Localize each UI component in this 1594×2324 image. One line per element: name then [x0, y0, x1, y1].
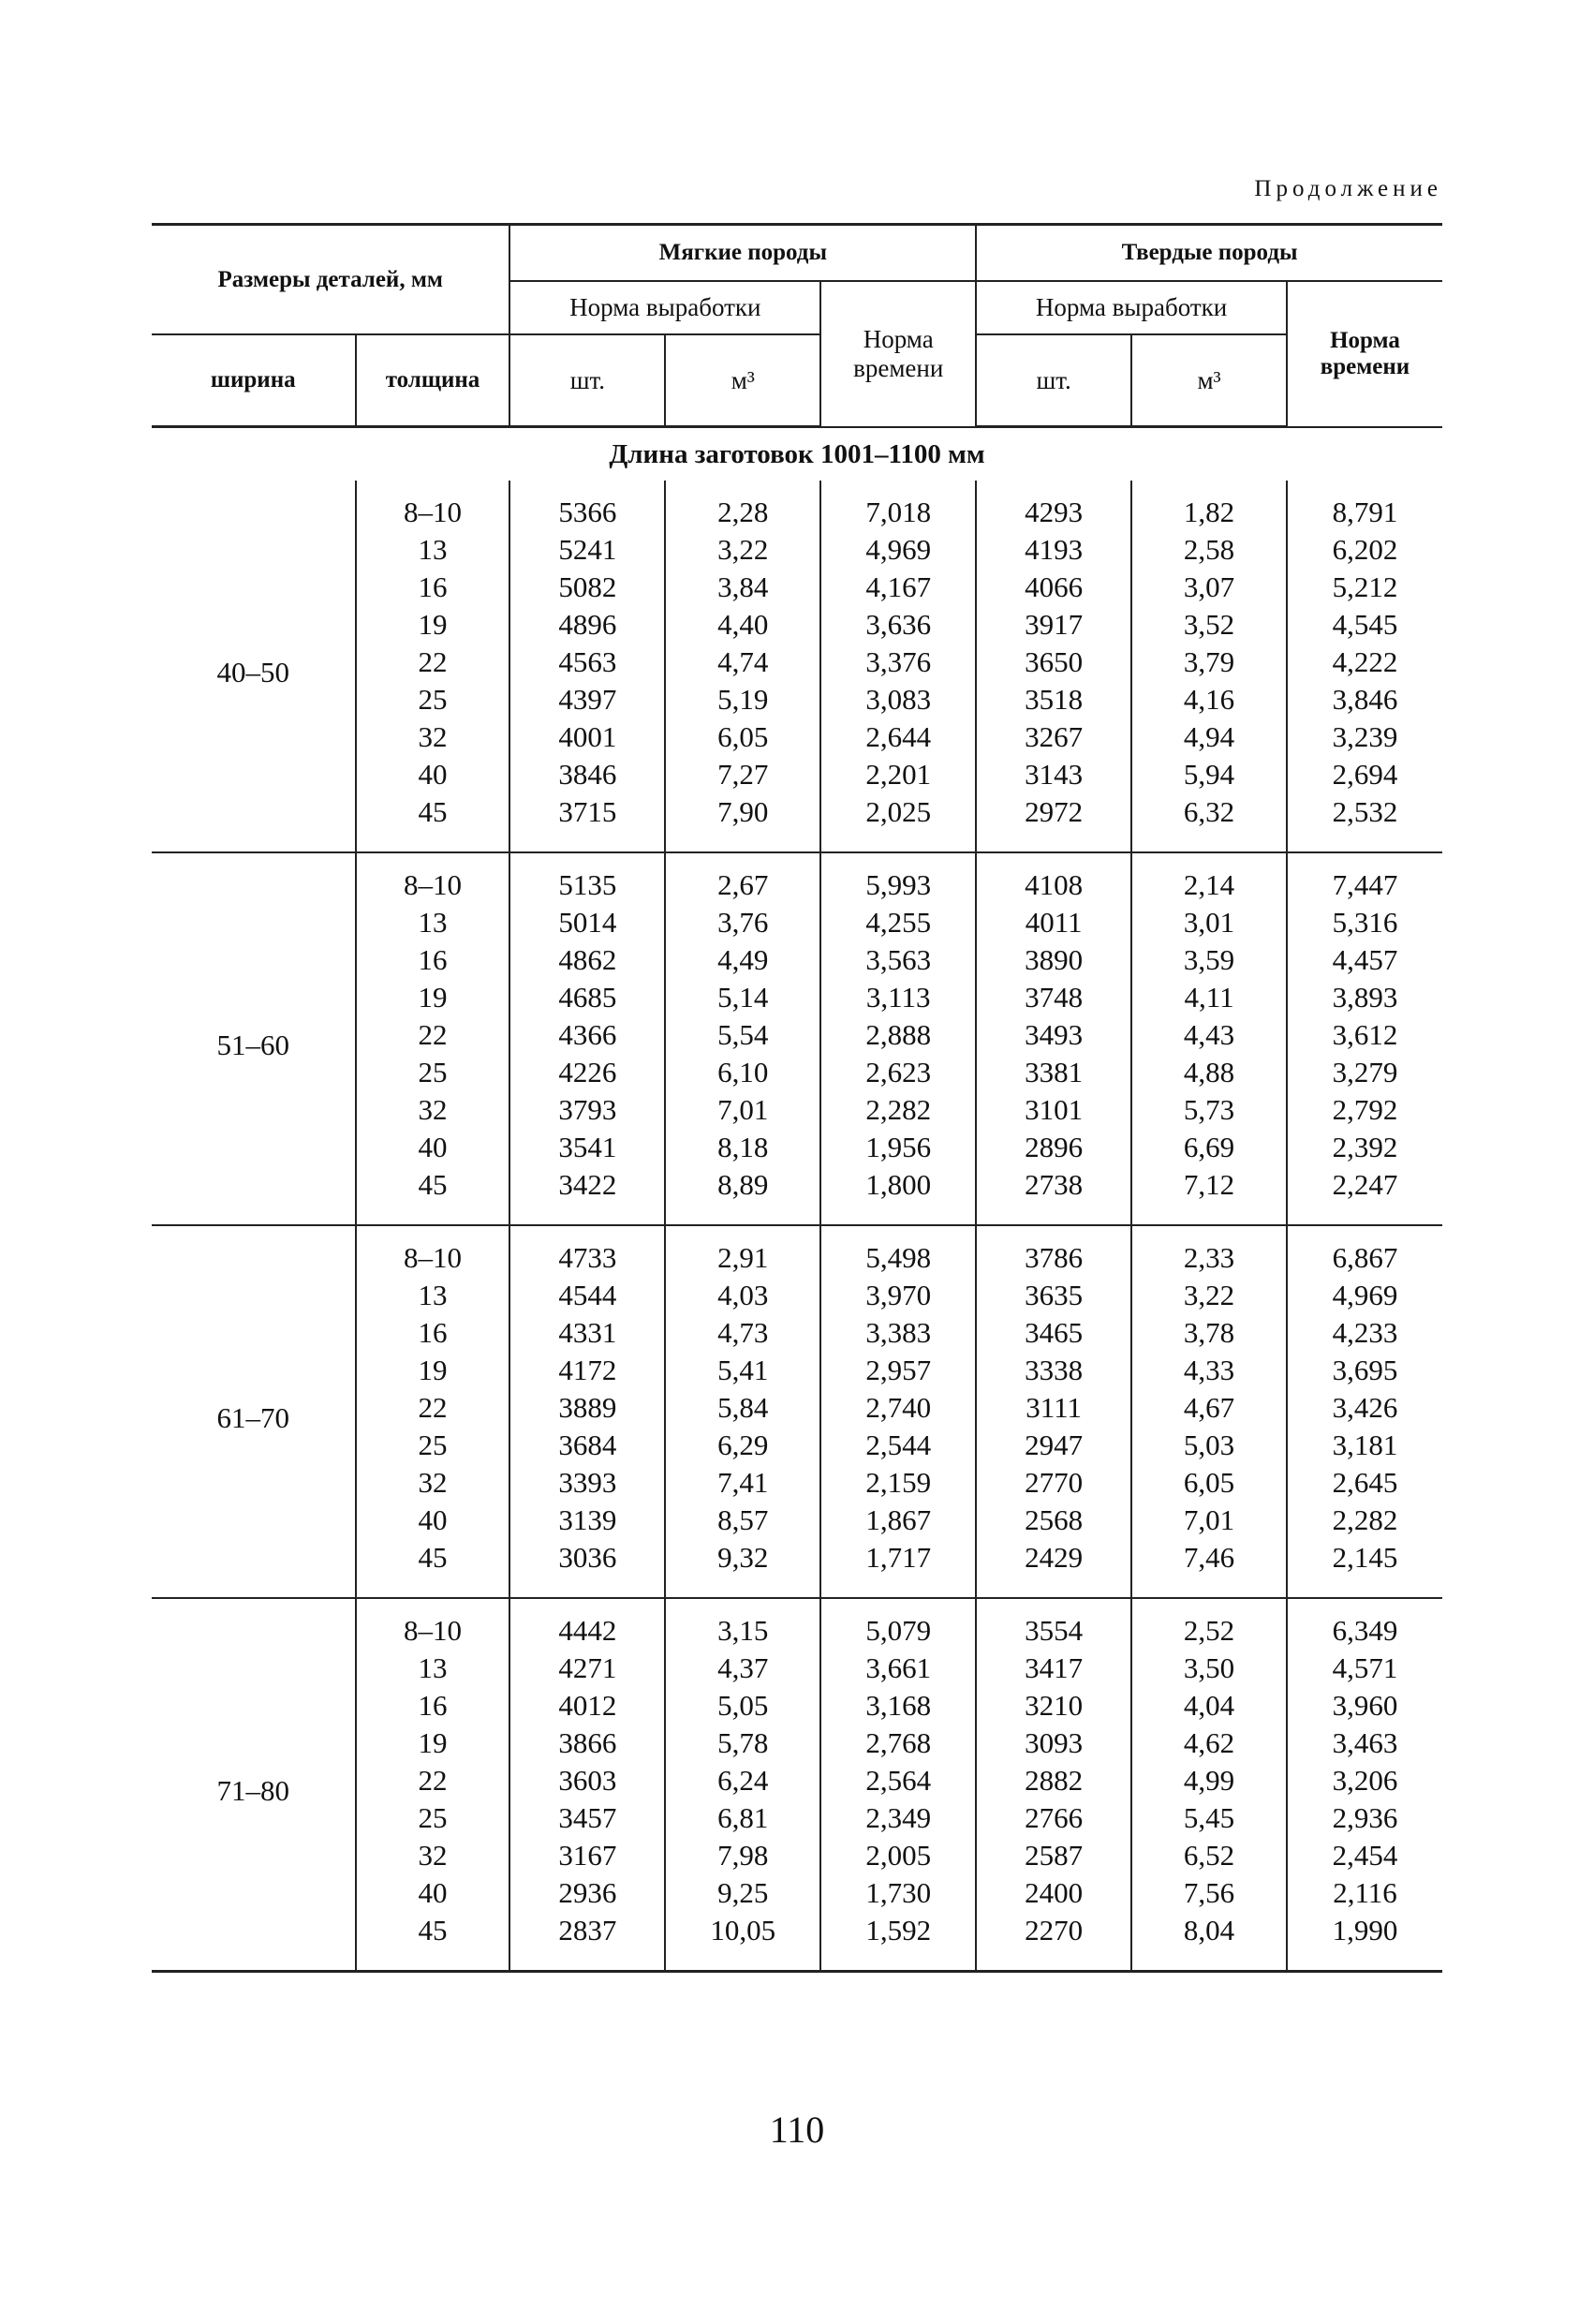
soft-m3-cell: 7,41 [665, 1464, 820, 1502]
hard-m3-cell: 4,11 [1131, 979, 1287, 1016]
hard-pcs-cell: 3465 [976, 1314, 1131, 1352]
soft-m3-cell: 5,14 [665, 979, 820, 1016]
hard-m3-cell: 3,52 [1131, 606, 1287, 644]
thickness-cell: 13 [356, 531, 510, 569]
thickness-cell: 22 [356, 644, 510, 681]
thickness-cell: 13 [356, 1277, 510, 1314]
soft-time-cell: 1,800 [820, 1166, 976, 1225]
width-group [152, 1225, 1442, 1598]
soft-m3-cell: 7,01 [665, 1091, 820, 1129]
hard-m3-cell: 3,22 [1131, 1277, 1287, 1314]
hard-m3-cell: 4,62 [1131, 1724, 1287, 1762]
hard-pcs-cell: 4193 [976, 531, 1131, 569]
thickness-cell: 16 [356, 941, 510, 979]
hard-time-cell: 2,116 [1287, 1874, 1442, 1912]
hard-m3-cell: 4,67 [1131, 1389, 1287, 1427]
soft-time-cell: 2,740 [820, 1389, 976, 1427]
soft-pcs-cell: 4271 [509, 1650, 665, 1687]
soft-time-cell: 4,255 [820, 904, 976, 941]
soft-time-cell: 2,623 [820, 1054, 976, 1091]
thickness-cell: 22 [356, 1389, 510, 1427]
soft-pcs-cell: 3036 [509, 1539, 665, 1598]
hard-pcs-cell: 4011 [976, 904, 1131, 941]
thickness-cell: 40 [356, 1502, 510, 1539]
hard-m3-cell: 6,32 [1131, 793, 1287, 852]
soft-m3-cell: 7,27 [665, 756, 820, 793]
hard-pcs-cell: 3338 [976, 1352, 1131, 1389]
hard-time-cell: 3,206 [1287, 1762, 1442, 1799]
soft-pcs-cell: 4733 [509, 1225, 665, 1277]
hard-time-cell: 2,694 [1287, 756, 1442, 793]
table-row [152, 481, 1442, 531]
soft-m3-cell: 6,29 [665, 1427, 820, 1464]
soft-pcs-cell: 4012 [509, 1687, 665, 1724]
thickness-cell: 8–10 [356, 1225, 510, 1277]
hard-pcs-cell: 3267 [976, 718, 1131, 756]
soft-pcs-cell: 3715 [509, 793, 665, 852]
hard-time-cell: 4,545 [1287, 606, 1442, 644]
hard-pcs-cell: 2896 [976, 1129, 1131, 1166]
hard-time-cell: 2,247 [1287, 1166, 1442, 1225]
soft-pcs-cell: 3167 [509, 1837, 665, 1874]
header-soft-pcs: шт. [509, 334, 665, 427]
hard-m3-cell: 2,58 [1131, 531, 1287, 569]
soft-m3-cell: 4,49 [665, 941, 820, 979]
soft-pcs-cell: 3793 [509, 1091, 665, 1129]
hard-pcs-cell: 3417 [976, 1650, 1131, 1687]
thickness-cell: 32 [356, 1464, 510, 1502]
soft-pcs-cell: 4544 [509, 1277, 665, 1314]
hard-time-cell: 3,612 [1287, 1016, 1442, 1054]
hard-time-cell: 7,447 [1287, 852, 1442, 904]
hard-time-cell: 6,349 [1287, 1598, 1442, 1650]
soft-time-cell: 3,661 [820, 1650, 976, 1687]
soft-time-cell: 3,113 [820, 979, 976, 1016]
hard-time-cell: 2,792 [1287, 1091, 1442, 1129]
thickness-cell: 19 [356, 606, 510, 644]
thickness-cell: 8–10 [356, 1598, 510, 1650]
hard-pcs-cell: 2972 [976, 793, 1131, 852]
header-hard-time-norm: Норма времени [1287, 281, 1442, 427]
soft-time-cell: 3,970 [820, 1277, 976, 1314]
soft-m3-cell: 5,05 [665, 1687, 820, 1724]
soft-pcs-cell: 3889 [509, 1389, 665, 1427]
width-cell: 61–70 [152, 1225, 356, 1598]
hard-m3-cell: 4,04 [1131, 1687, 1287, 1724]
hard-m3-cell: 3,78 [1131, 1314, 1287, 1352]
hard-pcs-cell: 3210 [976, 1687, 1131, 1724]
soft-m3-cell: 3,15 [665, 1598, 820, 1650]
hard-time-cell: 5,316 [1287, 904, 1442, 941]
thickness-cell: 13 [356, 904, 510, 941]
hard-m3-cell: 6,05 [1131, 1464, 1287, 1502]
soft-m3-cell: 7,98 [665, 1837, 820, 1874]
hard-time-cell: 3,463 [1287, 1724, 1442, 1762]
soft-m3-cell: 5,78 [665, 1724, 820, 1762]
hard-pcs-cell: 2882 [976, 1762, 1131, 1799]
hard-pcs-cell: 3890 [976, 941, 1131, 979]
hard-m3-cell: 5,94 [1131, 756, 1287, 793]
soft-m3-cell: 5,41 [665, 1352, 820, 1389]
soft-time-cell: 1,717 [820, 1539, 976, 1598]
width-cell: 71–80 [152, 1598, 356, 1972]
header-row-1 [152, 225, 1442, 282]
header-soft-m3: м³ [665, 334, 820, 427]
thickness-cell: 19 [356, 979, 510, 1016]
soft-time-cell: 2,564 [820, 1762, 976, 1799]
thickness-cell: 25 [356, 1054, 510, 1091]
thickness-cell: 19 [356, 1352, 510, 1389]
continuation-label: Продолжение [1254, 176, 1442, 201]
page-number: 110 [769, 2109, 825, 2151]
soft-m3-cell: 4,74 [665, 644, 820, 681]
soft-pcs-cell: 4442 [509, 1598, 665, 1650]
hard-m3-cell: 3,59 [1131, 941, 1287, 979]
hard-time-cell: 3,695 [1287, 1352, 1442, 1389]
soft-pcs-cell: 3866 [509, 1724, 665, 1762]
hard-time-cell: 2,454 [1287, 1837, 1442, 1874]
soft-pcs-cell: 5082 [509, 569, 665, 606]
soft-time-cell: 2,005 [820, 1837, 976, 1874]
hard-m3-cell: 4,88 [1131, 1054, 1287, 1091]
soft-time-cell: 3,083 [820, 681, 976, 718]
soft-time-cell: 3,168 [820, 1687, 976, 1724]
soft-pcs-cell: 3684 [509, 1427, 665, 1464]
soft-m3-cell: 7,90 [665, 793, 820, 852]
hard-time-cell: 3,960 [1287, 1687, 1442, 1724]
hard-time-cell: 4,233 [1287, 1314, 1442, 1352]
hard-time-cell: 3,893 [1287, 979, 1442, 1016]
width-group [152, 481, 1442, 852]
hard-pcs-cell: 2770 [976, 1464, 1131, 1502]
soft-m3-cell: 8,89 [665, 1166, 820, 1225]
hard-time-cell: 6,867 [1287, 1225, 1442, 1277]
hard-pcs-cell: 3101 [976, 1091, 1131, 1129]
soft-m3-cell: 6,81 [665, 1799, 820, 1837]
hard-pcs-cell: 4293 [976, 481, 1131, 531]
thickness-cell: 45 [356, 1539, 510, 1598]
soft-time-cell: 5,079 [820, 1598, 976, 1650]
soft-pcs-cell: 3603 [509, 1762, 665, 1799]
soft-m3-cell: 6,10 [665, 1054, 820, 1091]
hard-pcs-cell: 3786 [976, 1225, 1131, 1277]
hard-pcs-cell: 3748 [976, 979, 1131, 1016]
thickness-cell: 40 [356, 756, 510, 793]
soft-time-cell: 2,644 [820, 718, 976, 756]
thickness-cell: 22 [356, 1016, 510, 1054]
soft-time-cell: 2,888 [820, 1016, 976, 1054]
soft-time-cell: 1,956 [820, 1129, 976, 1166]
header-thickness: толщина [356, 334, 510, 427]
soft-pcs-cell: 3422 [509, 1166, 665, 1225]
header-hard-pcs: шт. [976, 334, 1131, 427]
thickness-cell: 13 [356, 1650, 510, 1687]
soft-time-cell: 2,159 [820, 1464, 976, 1502]
header-soft-time-norm: Норма времени [820, 281, 976, 427]
hard-pcs-cell: 2587 [976, 1837, 1131, 1874]
soft-time-cell: 2,201 [820, 756, 976, 793]
table-row [152, 852, 1442, 904]
soft-m3-cell: 5,54 [665, 1016, 820, 1054]
hard-m3-cell: 3,07 [1131, 569, 1287, 606]
hard-m3-cell: 2,52 [1131, 1598, 1287, 1650]
soft-pcs-cell: 4366 [509, 1016, 665, 1054]
hard-m3-cell: 6,52 [1131, 1837, 1287, 1874]
soft-pcs-cell: 2837 [509, 1912, 665, 1972]
soft-m3-cell: 4,03 [665, 1277, 820, 1314]
hard-m3-cell: 7,46 [1131, 1539, 1287, 1598]
hard-time-cell: 8,791 [1287, 481, 1442, 531]
soft-pcs-cell: 4563 [509, 644, 665, 681]
hard-m3-cell: 2,33 [1131, 1225, 1287, 1277]
hard-pcs-cell: 3143 [976, 756, 1131, 793]
soft-time-cell: 2,957 [820, 1352, 976, 1389]
thickness-cell: 45 [356, 1912, 510, 1972]
soft-pcs-cell: 5135 [509, 852, 665, 904]
thickness-cell: 25 [356, 1427, 510, 1464]
width-group [152, 1598, 1442, 1972]
width-cell: 51–60 [152, 852, 356, 1225]
soft-m3-cell: 4,73 [665, 1314, 820, 1352]
hard-pcs-cell: 3381 [976, 1054, 1131, 1091]
thickness-cell: 45 [356, 1166, 510, 1225]
thickness-cell: 32 [356, 1091, 510, 1129]
hard-m3-cell: 8,04 [1131, 1912, 1287, 1972]
hard-time-cell: 5,212 [1287, 569, 1442, 606]
soft-pcs-cell: 2936 [509, 1874, 665, 1912]
hard-pcs-cell: 3650 [976, 644, 1131, 681]
thickness-cell: 8–10 [356, 481, 510, 531]
soft-pcs-cell: 4862 [509, 941, 665, 979]
hard-m3-cell: 5,45 [1131, 1799, 1287, 1837]
hard-time-cell: 4,571 [1287, 1650, 1442, 1687]
header-soft-species: Мягкие породы [509, 225, 976, 282]
hard-pcs-cell: 3518 [976, 681, 1131, 718]
hard-m3-cell: 1,82 [1131, 481, 1287, 531]
soft-m3-cell: 8,18 [665, 1129, 820, 1166]
hard-pcs-cell: 3554 [976, 1598, 1131, 1650]
table-row [152, 1598, 1442, 1650]
soft-pcs-cell: 3457 [509, 1799, 665, 1837]
thickness-cell: 40 [356, 1129, 510, 1166]
soft-pcs-cell: 3139 [509, 1502, 665, 1539]
hard-m3-cell: 4,43 [1131, 1016, 1287, 1054]
soft-time-cell: 5,993 [820, 852, 976, 904]
hard-time-cell: 2,532 [1287, 793, 1442, 852]
soft-pcs-cell: 4172 [509, 1352, 665, 1389]
hard-m3-cell: 2,14 [1131, 852, 1287, 904]
hard-time-cell: 2,936 [1287, 1799, 1442, 1837]
hard-m3-cell: 4,16 [1131, 681, 1287, 718]
hard-time-cell: 1,990 [1287, 1912, 1442, 1972]
header-hard-m3: м³ [1131, 334, 1287, 427]
hard-m3-cell: 4,33 [1131, 1352, 1287, 1389]
soft-m3-cell: 6,05 [665, 718, 820, 756]
hard-m3-cell: 3,79 [1131, 644, 1287, 681]
thickness-cell: 32 [356, 718, 510, 756]
hard-pcs-cell: 2947 [976, 1427, 1131, 1464]
section-title: Длина заготовок 1001–1100 мм [609, 438, 985, 469]
hard-time-cell: 4,457 [1287, 941, 1442, 979]
soft-m3-cell: 2,28 [665, 481, 820, 531]
soft-pcs-cell: 3541 [509, 1129, 665, 1166]
hard-time-cell: 4,222 [1287, 644, 1442, 681]
soft-m3-cell: 2,67 [665, 852, 820, 904]
soft-time-cell: 1,592 [820, 1912, 976, 1972]
soft-m3-cell: 4,40 [665, 606, 820, 644]
thickness-cell: 32 [356, 1837, 510, 1874]
hard-pcs-cell: 4108 [976, 852, 1131, 904]
soft-m3-cell: 3,22 [665, 531, 820, 569]
hard-m3-cell: 6,69 [1131, 1129, 1287, 1166]
hard-m3-cell: 5,73 [1131, 1091, 1287, 1129]
hard-pcs-cell: 2738 [976, 1166, 1131, 1225]
header-dimensions: Размеры деталей, мм [152, 225, 509, 335]
soft-m3-cell: 3,84 [665, 569, 820, 606]
hard-pcs-cell: 3635 [976, 1277, 1131, 1314]
soft-m3-cell: 5,19 [665, 681, 820, 718]
soft-time-cell: 1,867 [820, 1502, 976, 1539]
soft-pcs-cell: 4397 [509, 681, 665, 718]
thickness-cell: 8–10 [356, 852, 510, 904]
header-hard-species: Твердые породы [976, 225, 1442, 282]
hard-pcs-cell: 2270 [976, 1912, 1131, 1972]
hard-pcs-cell: 2766 [976, 1799, 1131, 1837]
soft-time-cell: 4,969 [820, 531, 976, 569]
thickness-cell: 40 [356, 1874, 510, 1912]
hard-pcs-cell: 3493 [976, 1016, 1131, 1054]
norms-table [152, 223, 1442, 1973]
thickness-cell: 25 [356, 1799, 510, 1837]
soft-time-cell: 4,167 [820, 569, 976, 606]
header-hard-output-norm: Норма выработки [976, 281, 1287, 334]
thickness-cell: 16 [356, 1314, 510, 1352]
soft-pcs-cell: 4226 [509, 1054, 665, 1091]
soft-m3-cell: 3,76 [665, 904, 820, 941]
thickness-cell: 16 [356, 569, 510, 606]
soft-time-cell: 2,768 [820, 1724, 976, 1762]
hard-pcs-cell: 2568 [976, 1502, 1131, 1539]
soft-time-cell: 1,730 [820, 1874, 976, 1912]
thickness-cell: 19 [356, 1724, 510, 1762]
thickness-cell: 45 [356, 793, 510, 852]
soft-pcs-cell: 5014 [509, 904, 665, 941]
hard-pcs-cell: 3093 [976, 1724, 1131, 1762]
hard-m3-cell: 3,50 [1131, 1650, 1287, 1687]
hard-time-cell: 2,282 [1287, 1502, 1442, 1539]
soft-m3-cell: 9,25 [665, 1874, 820, 1912]
soft-time-cell: 5,498 [820, 1225, 976, 1277]
hard-time-cell: 2,645 [1287, 1464, 1442, 1502]
hard-time-cell: 6,202 [1287, 531, 1442, 569]
soft-m3-cell: 9,32 [665, 1539, 820, 1598]
soft-pcs-cell: 3393 [509, 1464, 665, 1502]
hard-time-cell: 2,145 [1287, 1539, 1442, 1598]
hard-time-cell: 3,846 [1287, 681, 1442, 718]
soft-m3-cell: 10,05 [665, 1912, 820, 1972]
soft-pcs-cell: 4685 [509, 979, 665, 1016]
header-width: ширина [152, 334, 356, 427]
soft-m3-cell: 2,91 [665, 1225, 820, 1277]
hard-m3-cell: 7,56 [1131, 1874, 1287, 1912]
hard-m3-cell: 7,01 [1131, 1502, 1287, 1539]
soft-m3-cell: 8,57 [665, 1502, 820, 1539]
hard-m3-cell: 3,01 [1131, 904, 1287, 941]
hard-m3-cell: 4,99 [1131, 1762, 1287, 1799]
hard-time-cell: 4,969 [1287, 1277, 1442, 1314]
soft-time-cell: 2,544 [820, 1427, 976, 1464]
soft-m3-cell: 4,37 [665, 1650, 820, 1687]
soft-pcs-cell: 5241 [509, 531, 665, 569]
hard-time-cell: 3,279 [1287, 1054, 1442, 1091]
soft-time-cell: 3,636 [820, 606, 976, 644]
hard-pcs-cell: 3111 [976, 1389, 1131, 1427]
hard-time-cell: 3,239 [1287, 718, 1442, 756]
soft-time-cell: 2,349 [820, 1799, 976, 1837]
thickness-cell: 25 [356, 681, 510, 718]
soft-time-cell: 7,018 [820, 481, 976, 531]
width-cell: 40–50 [152, 481, 356, 852]
hard-pcs-cell: 3917 [976, 606, 1131, 644]
table-row [152, 1225, 1442, 1277]
soft-pcs-cell: 4896 [509, 606, 665, 644]
soft-pcs-cell: 5366 [509, 481, 665, 531]
hard-m3-cell: 7,12 [1131, 1166, 1287, 1225]
soft-pcs-cell: 4001 [509, 718, 665, 756]
header-soft-output-norm: Норма выработки [509, 281, 820, 334]
hard-time-cell: 3,181 [1287, 1427, 1442, 1464]
soft-m3-cell: 5,84 [665, 1389, 820, 1427]
soft-m3-cell: 6,24 [665, 1762, 820, 1799]
header-row-3 [152, 334, 1442, 427]
soft-time-cell: 2,282 [820, 1091, 976, 1129]
soft-time-cell: 3,563 [820, 941, 976, 979]
hard-m3-cell: 5,03 [1131, 1427, 1287, 1464]
thickness-cell: 22 [356, 1762, 510, 1799]
thickness-cell: 16 [356, 1687, 510, 1724]
hard-m3-cell: 4,94 [1131, 718, 1287, 756]
soft-pcs-cell: 4331 [509, 1314, 665, 1352]
soft-time-cell: 2,025 [820, 793, 976, 852]
section-title-row [152, 427, 1442, 481]
soft-pcs-cell: 3846 [509, 756, 665, 793]
soft-time-cell: 3,376 [820, 644, 976, 681]
hard-pcs-cell: 4066 [976, 569, 1131, 606]
width-group [152, 852, 1442, 1225]
soft-time-cell: 3,383 [820, 1314, 976, 1352]
hard-pcs-cell: 2400 [976, 1874, 1131, 1912]
hard-time-cell: 2,392 [1287, 1129, 1442, 1166]
hard-time-cell: 3,426 [1287, 1389, 1442, 1427]
hard-pcs-cell: 2429 [976, 1539, 1131, 1598]
